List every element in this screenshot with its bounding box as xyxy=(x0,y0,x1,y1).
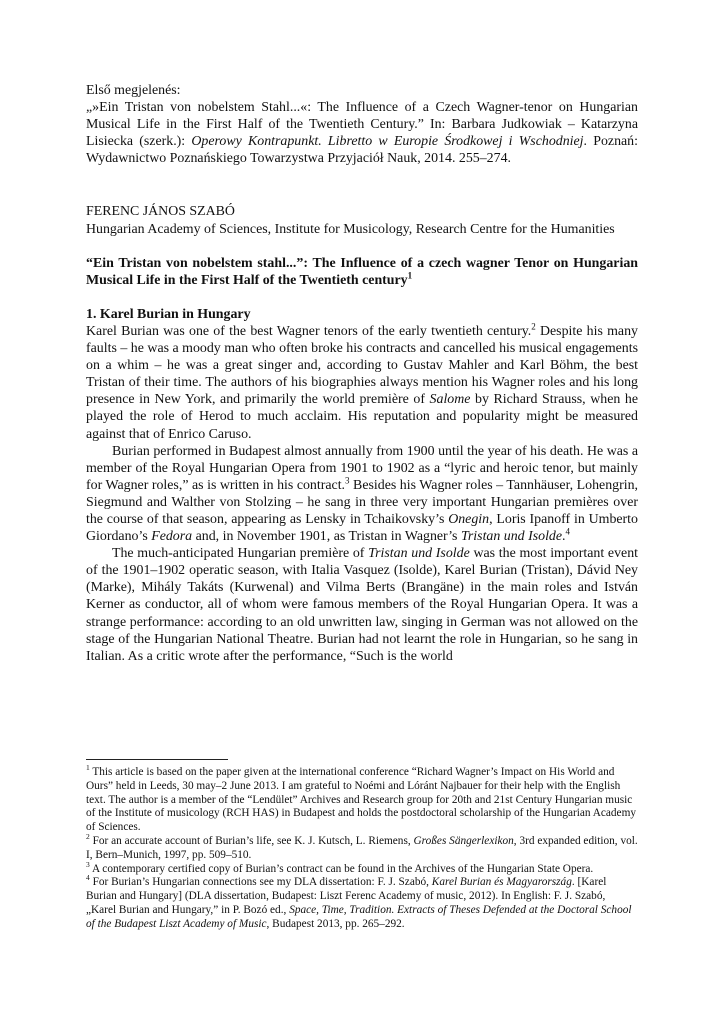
p2-text-d: and, in November 1901, as Tristan in Wagner’s xyxy=(192,529,461,545)
footnote-ref-3: 3 xyxy=(345,475,350,486)
p2-italic-3: Tristan und Isolde xyxy=(460,529,563,545)
article-title-text: “Ein Tristan von nobelstem stahl...”: The Influence of a czech wagner Tenor on Hungarian Musical Life in the First Half of the Twentieth century xyxy=(86,255,638,288)
author-affiliation: Hungarian Academy of Sciences, Institute for Musicology, Research Centre for the Humanities xyxy=(86,221,615,237)
p1-text-a: Karel Burian was one of the best Wagner tenors of the early twentieth century. xyxy=(86,323,532,339)
footnote-divider xyxy=(86,759,228,760)
author-name: FERENC JÁNOS SZABÓ xyxy=(86,204,235,220)
footnote-2 xyxy=(86,832,638,863)
p2-text-e: . xyxy=(562,529,566,545)
paragraph-3 xyxy=(86,545,638,665)
paragraph-1 xyxy=(86,323,638,443)
p2-italic-1: Onegin xyxy=(448,511,490,527)
footnote-italic: Karel Burian és Magyarország xyxy=(431,876,572,889)
footnotes xyxy=(86,763,638,932)
footnote-1 xyxy=(86,763,638,835)
p2-text-b: Besides his Wagner roles – Tannhäuser, Lohengrin, Siegmund and Walther von Stolzing – he sang in three very important Hungarian premières over the course of that season, appearing as Lensky in Tchaikovsky’s xyxy=(86,477,638,527)
citation-text-end: . Poznań: Wydawnictwo Poznańskiego Towarzystwa Przyjaciół Nauk, 2014. 255–274. xyxy=(86,134,638,167)
footnote-ref-1: 1 xyxy=(407,270,413,281)
footnote-number: 2 xyxy=(86,832,90,842)
article-page xyxy=(86,82,638,665)
footnote-text: For Burian’s Hungarian connections see my DLA dissertation: F. J. Szabó, xyxy=(89,876,432,889)
citation-text: „»Ein Tristan von nobelstem Stahl...«: The Influence of a Czech Wagner-tenor on Hungarian Musical Life in the First Half of the Twentieth Century.” In: Barbara Judkowiak – Katarzyna Lisiecka (szerk.): xyxy=(86,100,638,150)
footnote-text: , 3rd expanded edition, vol. I, Bern–Munich, 1997, pp. 509–510. xyxy=(86,834,638,861)
footnote-text: , Budapest 2013, pp. 265–292. xyxy=(266,917,405,930)
spacer xyxy=(86,167,638,203)
p2-text-a: Burian performed in Budapest almost annually from 1900 until the year of his death. He was a member of the Royal Hungarian Opera from 1901 to 1902 as a “lyric and heroic tenor, but mainly for Wagner roles,” as is written in his contract. xyxy=(86,443,638,493)
p3-text-a: The much-anticipated Hungarian première of xyxy=(112,546,369,562)
footnote-text: . [Karel Burian and Hungary] (DLA dissertation, Budapest: Liszt Ferenc Academy of music, 2012). In English: F. J. Szabó, „Karel Burian and Hungary,” in P. Bozó ed., xyxy=(86,876,607,916)
article-title xyxy=(86,255,638,289)
footnote-italic: Großes Sängerlexikon xyxy=(413,834,514,847)
footnote-text: For an accurate account of Burian’s life, see K. J. Kutsch, L. Riemens, xyxy=(89,834,414,847)
footnote-ref-2: 2 xyxy=(531,321,536,332)
footnote-number: 4 xyxy=(86,873,90,883)
p2-italic-2: Fedora xyxy=(151,529,193,545)
spacer xyxy=(86,238,638,255)
citation-book-title: Operowy Kontrapunkt. Libretto w Europie Środkowej i Wschodniej xyxy=(191,134,584,150)
paragraph-2 xyxy=(86,443,638,546)
p1-italic: Salome xyxy=(429,392,471,408)
p1-text-b: Despite his many faults – he was a moody man who often broke his contracts and cancelled his musical engagements on a whim – he was a great singer and, according to Gustav Mahler and Karl Böhm, the best Tristan of their time. The authors of his biographies always mention his Wagner roles and his long presence in New York, and primarily the world première of xyxy=(86,323,638,408)
p3-text-b: was the most important event of the 1901–1902 operatic season, with Italia Vasquez (Isolde), Karel Burian (Tristan), Dávid Ney (Marke), Mihály Takáts (Kurwenal) and Vilma Berts (Brangäne) in the main roles and István Kerner as conductor, all of whom were famous members of the Royal Hungarian Opera. It was a strange performance: according to an old unwritten law, singing in German was not allowed on the stage of the Hungarian National Theatre. Burian had not learnt the role in Hungarian, so he sang in Italian. As a critic wrote after the performance, “Such is the world xyxy=(86,546,639,664)
footnote-text: A contemporary certified copy of Burian’s contract can be found in the Archives of the Hungarian State Opera. xyxy=(89,862,594,875)
p3-italic: Tristan und Isolde xyxy=(368,546,470,562)
footnote-text: This article is based on the paper given at the international conference “Richard Wagner’s Impact on His World and Ours” held in Leeds, 30 may–2 June 2013. I am grateful to Noémi and Lóránt Najbauer for their help with the English text. The author is a member of the “Lendület” Archives and Research group for 20th and 21st Century Hungarian music of the Institute of musicology (RCH HAS) in Budapest and holds the postdoctoral scholarship of the Hungarian Academy of Sciences. xyxy=(86,766,637,834)
footnote-4 xyxy=(86,873,638,931)
footnote-number: 3 xyxy=(86,859,90,869)
footnote-3 xyxy=(86,859,638,877)
p1-text-c: by Richard Strauss, when he played the role of Herod to much acclaim. His reputation and popularity might be measured against that of Enrico Caruso. xyxy=(86,392,638,442)
publication-label: Első megjelenés: xyxy=(86,83,181,98)
footnote-italic: Space, Time, Tradition. Extracts of Theses Defended at the Doctoral School of the Budapest Liszt Academy of Music xyxy=(86,903,632,930)
p2-text-c: , Loris Ipanoff in Umberto Giordano’s xyxy=(86,511,638,545)
footnote-number: 1 xyxy=(86,763,90,773)
footnote-ref-4: 4 xyxy=(565,526,571,537)
section-heading: 1. Karel Burian in Hungary xyxy=(86,306,251,322)
spacer xyxy=(86,289,638,306)
publication-citation xyxy=(86,99,638,167)
